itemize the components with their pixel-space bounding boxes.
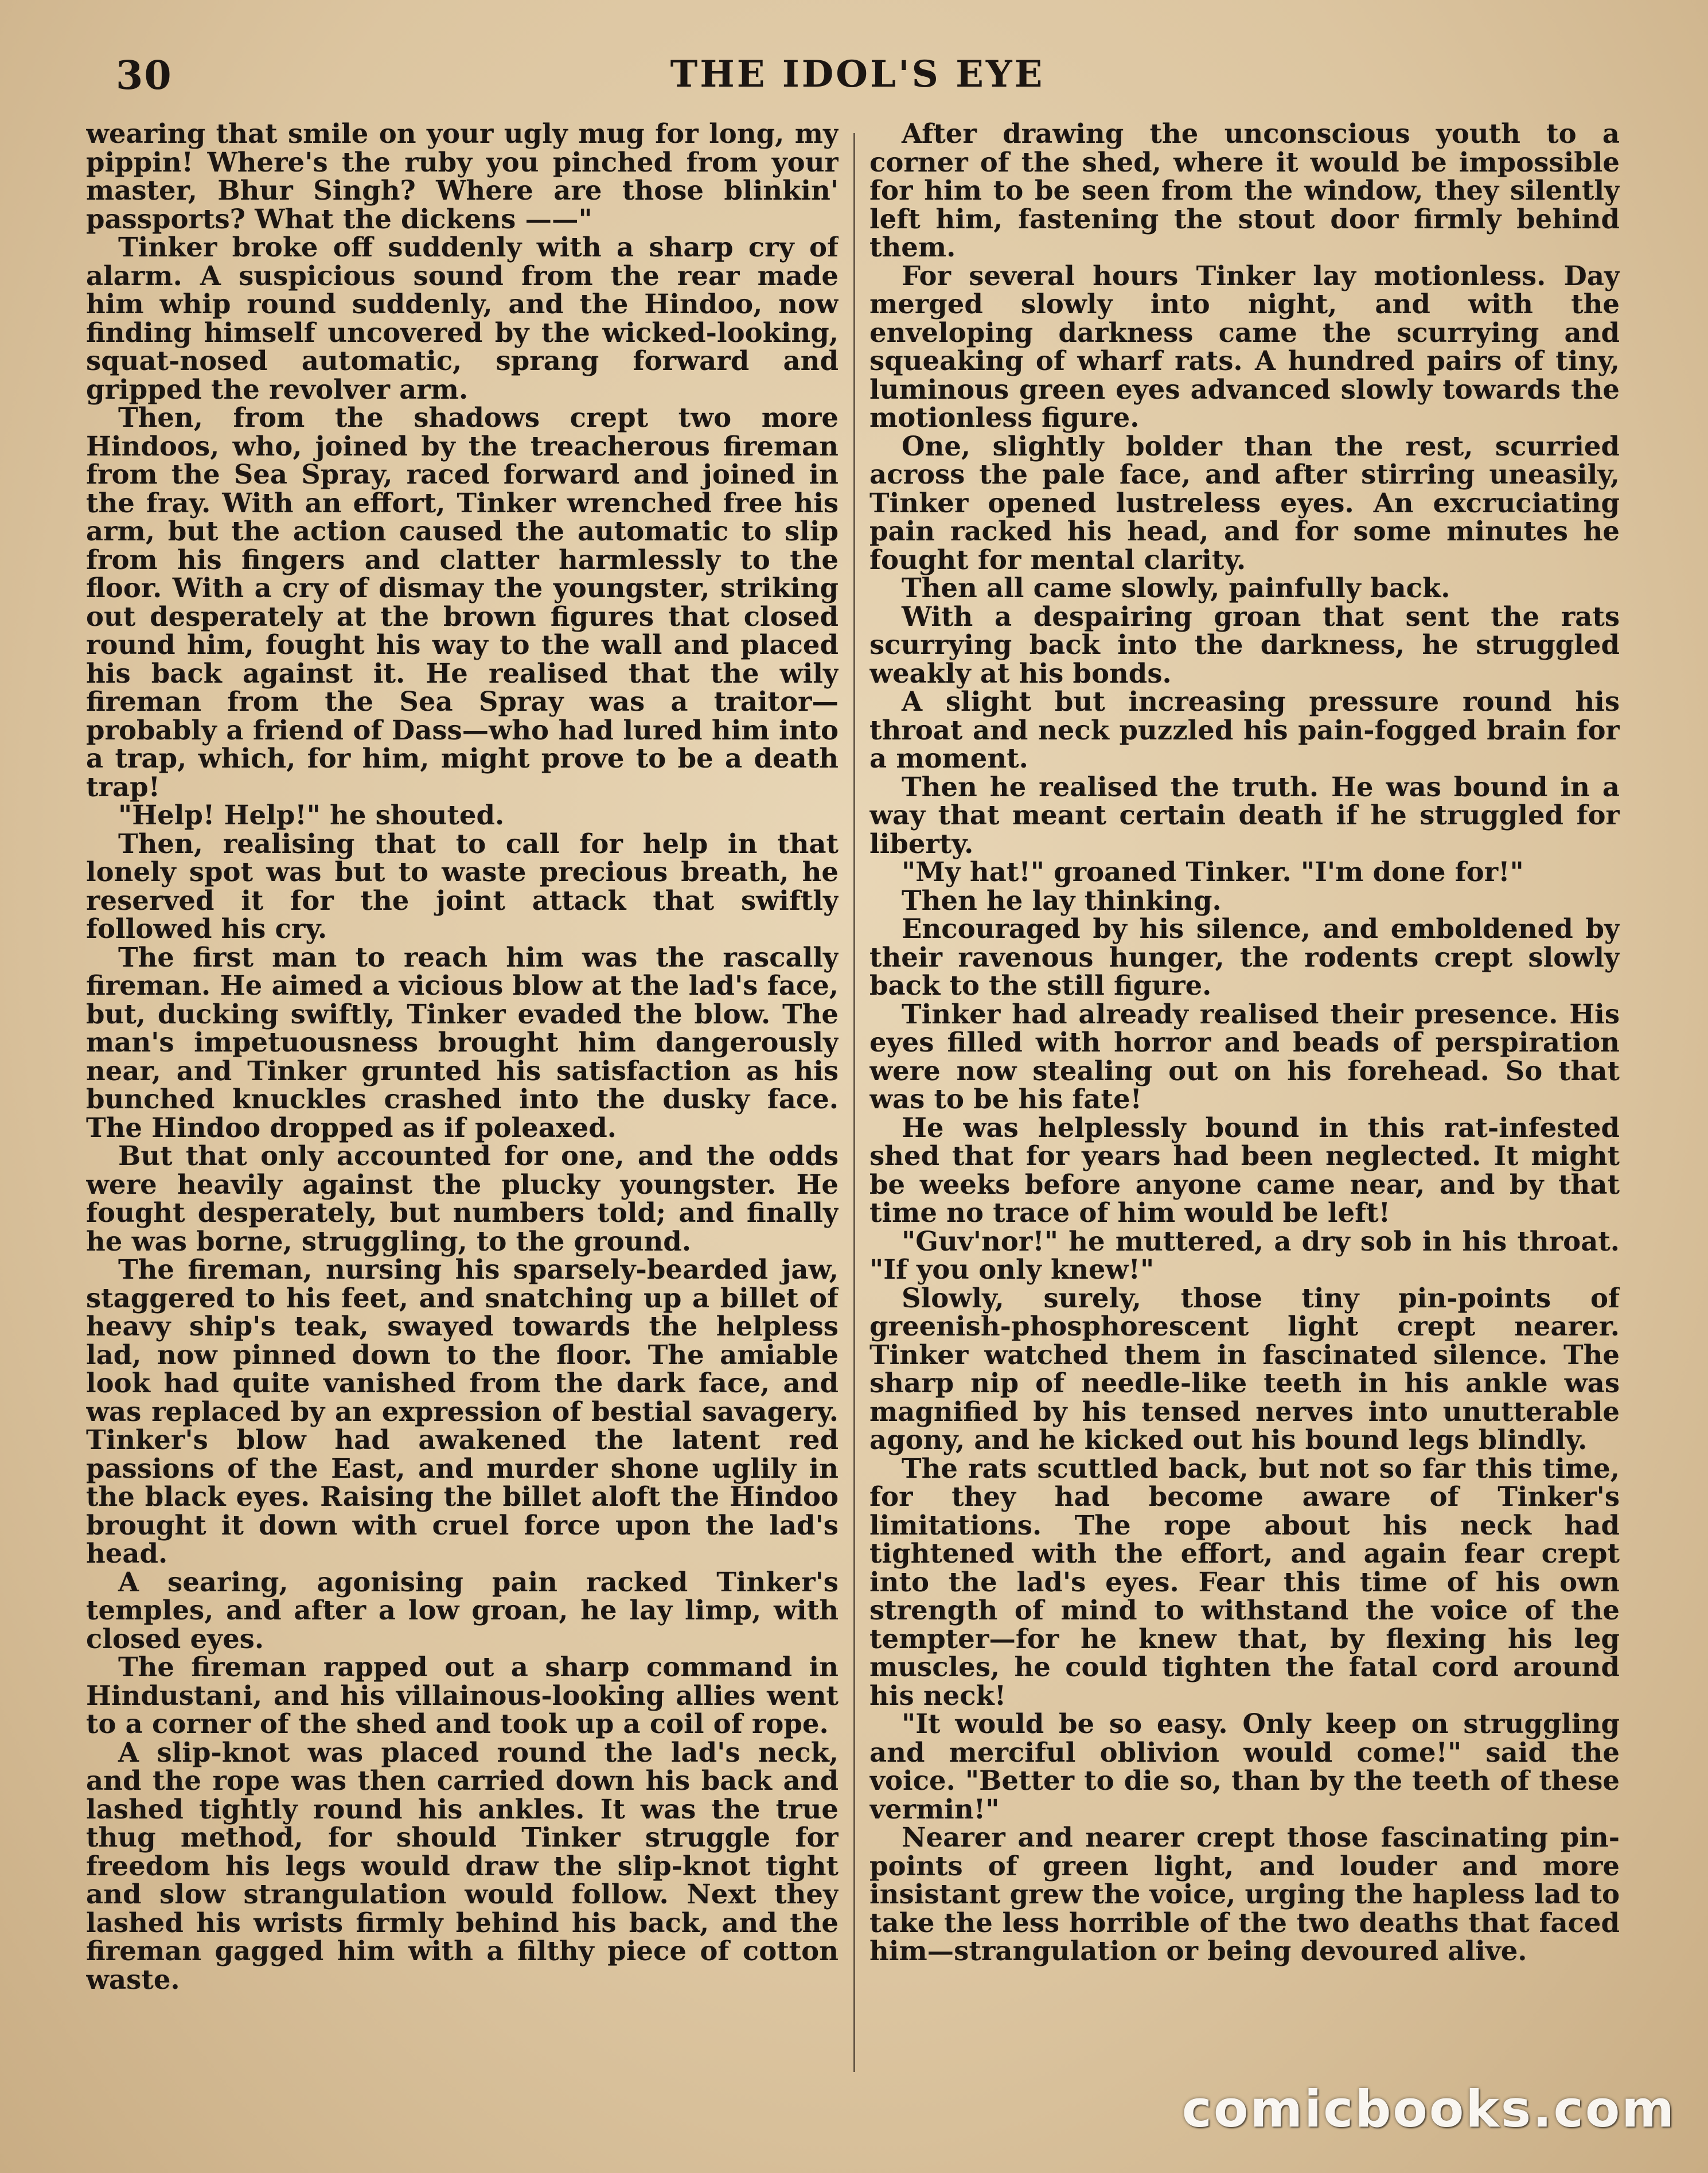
paragraph: With a despairing groan that sent the rats scurrying back into the darkness, he struggled weakly at his bonds. — [869, 600, 1620, 689]
paragraph: But that only accounted for one, and the odds were heavily against the plucky youngster. He fought desperately, but numbers told; and finally he was borne, struggling, to the ground. — [86, 1140, 839, 1257]
paragraph: "Help! Help!" he shouted. — [118, 799, 505, 831]
paragraph: Then, from the shadows crept two more Hindoos, who, joined by the treacherous fireman from the Sea Spray, raced forward and joined in the fray. With an effort, Tinker wrenched free his arm, but the action caused the automatic to slip from his fingers and clatter harmlessly to the floor. With a cry of dismay the youngster, striking out desperately at the brown figures that closed round him, fought his way to the wall and placed his back against it. He realised that the wily fireman from the Sea Spray was a traitor—probably a friend of Dass—who had lured him into a trap, which, for him, might prove to be a death trap! — [86, 402, 839, 803]
page-number: 30 — [116, 53, 173, 99]
paragraph: For several hours Tinker lay motionless. Day merged slowly into night, and with the enveloping darkness came the scurrying and squeaking of wharf rats. A hundred pairs of tiny, luminous green eyes advanced slowly towards the motionless figure. — [869, 259, 1620, 433]
paragraph: The first man to reach him was the rascally fireman. He aimed a vicious blow at the lad's face, but, ducking swiftly, Tinker evaded the blow. The man's impetuousness brought him dangerously near, and Tinker grunted his satisfaction as his bunched knuckles crashed into the dusky face. The Hindoo dropped as if poleaxed. — [86, 941, 839, 1143]
watermark: comicbooks.com — [1181, 2079, 1676, 2139]
running-title: THE IDOL'S EYE — [670, 53, 1045, 96]
paragraph: A slight but increasing pressure round his throat and neck puzzled his pain-fogged brain for a moment. — [869, 686, 1620, 774]
paragraph: A searing, agonising pain racked Tinker's temples, and after a low groan, he lay limp, with closed eyes. — [86, 1566, 839, 1654]
paragraph: Slowly, surely, those tiny pin-points of greenish-phosphorescent light crept nearer. Tinker watched them in fascinated silence. The sharp nip of needle-like teeth in his ankle was magnified by his tensed nerves into unutterable agony, and he kicked out his bound legs blindly. — [869, 1282, 1620, 1455]
paragraph: He was helplessly bound in this rat-infested shed that for years had been neglected. It might be weeks before anyone came near, and by that time no trace of him would be left! — [869, 1111, 1620, 1228]
paragraph: Then he lay thinking. — [902, 884, 1222, 916]
paragraph: The fireman, nursing his sparsely-bearded jaw, staggered to his feet, and snatching up a billet of heavy ship's teak, swayed towards the helpless lad, now pinned down to the floor. The amiable look had quite vanished from the dark face, and was replaced by an expression of bestial savagery. Tinker's blow had awakened the latent red passions of the East, and murder shone uglily in the black eyes. Raising the billet aloft the Hindoo brought it down with cruel force upon the lad's head. — [86, 1253, 839, 1569]
paragraph: wearing that smile on your ugly mug for long, my pippin! Where's the ruby you pinched from your master, Bhur Singh? Where are those blinkin' passports? What the dickens ——" — [86, 119, 839, 235]
page-header — [86, 53, 1629, 110]
paragraph: After drawing the unconscious youth to a corner of the shed, where it would be impossible for him to be seen from the window, they silently left him, fastening the stout door firmly behind them. — [869, 119, 1620, 263]
left-text-column — [86, 119, 839, 2110]
column-divider — [853, 133, 855, 2072]
paragraph: "It would be so easy. Only keep on struggling and merciful oblivion would come!" said the voice. "Better to die so, than by the teeth of these vermin!" — [869, 1708, 1620, 1825]
paragraph: One, slightly bolder than the rest, scurried across the pale face, and after stirring uneasily, Tinker opened lustreless eyes. An excruciating pain racked his head, and for some minutes he fought for mental clarity. — [869, 430, 1620, 575]
paragraph: The rats scuttled back, but not so far this time, for they had become aware of Tinker's limitations. The rope about his neck had tightened with the effort, and again fear crept into the lad's eyes. Fear this time of his own strength of mind to withstand the voice of the tempter—for he knew that, by flexing his leg muscles, he could tighten the fatal cord around his neck! — [869, 1452, 1620, 1711]
paragraph: Nearer and nearer crept those fascinating pin-points of green light, and louder and more insistant grew the voice, urging the hapless lad to take the less horrible of the two deaths that faced him—strangulation or being devoured alive. — [869, 1821, 1620, 1966]
paragraph: Then, realising that to call for help in that lonely spot was but to waste precious breath, he reserved it for the joint attack that swiftly followed his cry. — [86, 827, 839, 944]
paragraph: A slip-knot was placed round the lad's neck, and the rope was then carried down his back and lashed tightly round his ankles. It was the true thug method, for should Tinker struggle for freedom his legs would draw the slip-knot tight and slow strangulation would follow. Next they lashed his wrists firmly behind his back, and the fireman gagged him with a filthy piece of cotton waste. — [86, 1736, 839, 1995]
paragraph: Then all came slowly, painfully back. — [902, 572, 1450, 603]
paragraph: "My hat!" groaned Tinker. "I'm done for!" — [902, 856, 1524, 887]
paragraph: Tinker broke off suddenly with a sharp cry of alarm. A suspicious sound from the rear made him whip round suddenly, and the Hindoo, now finding himself uncovered by the wicked-looking, squat-nosed automatic, sprang forward and gripped the revolver arm. — [86, 231, 839, 405]
paragraph: Encouraged by his silence, and emboldened by their ravenous hunger, the rodents crept slowly back to the still figure. — [869, 913, 1620, 1001]
paragraph: Tinker had already realised their presence. His eyes filled with horror and beads of perspiration were now stealing out on his forehead. So that was to be his fate! — [869, 998, 1620, 1115]
right-text-column — [869, 119, 1620, 2110]
paragraph: "Guv'nor!" he muttered, a dry sob in his throat. "If you only knew!" — [869, 1225, 1620, 1285]
paragraph: The fireman rapped out a sharp command in Hindustani, and his villainous-looking allies went to a corner of the shed and took up a coil of rope. — [86, 1651, 839, 1739]
paragraph: Then he realised the truth. He was bound in a way that meant certain death if he struggled for liberty. — [869, 770, 1620, 859]
